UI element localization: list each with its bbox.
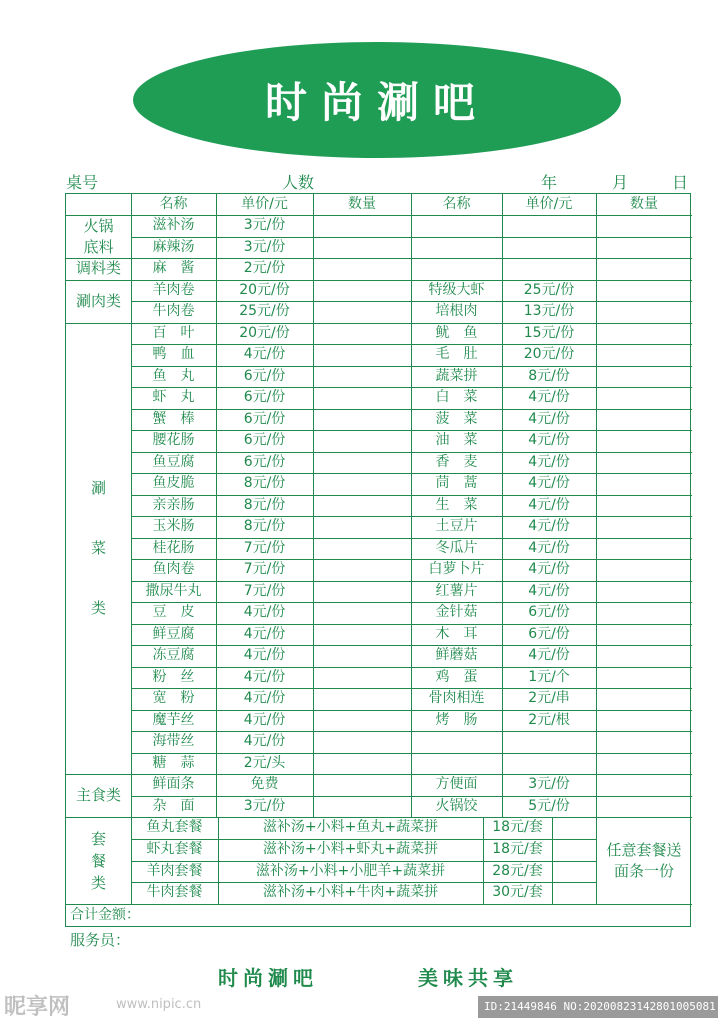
quantity-cell[interactable] xyxy=(598,798,690,816)
item-price: 20元/份 xyxy=(239,281,290,298)
set-description: 滋补汤+小料+牛肉+蔬菜拼 xyxy=(262,884,439,901)
section-label-text: 套餐类 xyxy=(90,829,106,892)
col-header-name: 名称 xyxy=(442,196,471,212)
quantity-cell[interactable] xyxy=(598,755,690,773)
item-price: 25元/份 xyxy=(523,281,575,298)
quantity-cell[interactable] xyxy=(598,325,690,343)
quantity-cell[interactable] xyxy=(315,389,409,407)
item-name: 毛 肚 xyxy=(435,346,478,362)
grid-line xyxy=(216,194,217,817)
title-banner xyxy=(133,42,621,158)
waiter-label: 服务员： xyxy=(70,931,131,949)
item-price: 8元/份 xyxy=(243,496,286,513)
item-name: 金针菇 xyxy=(435,604,478,620)
item-name: 冬瓜片 xyxy=(435,539,478,556)
item-price: 4元/份 xyxy=(243,668,286,685)
quantity-cell[interactable] xyxy=(598,776,690,794)
quantity-cell[interactable] xyxy=(598,712,690,730)
item-price: 4元/份 xyxy=(528,561,570,577)
quantity-cell[interactable] xyxy=(315,518,409,536)
item-price: 2元/份 xyxy=(243,260,286,276)
quantity-cell[interactable] xyxy=(315,647,409,665)
quantity-cell[interactable] xyxy=(598,561,690,579)
item-name: 鸭 血 xyxy=(152,346,195,362)
item-name: 羊肉卷 xyxy=(152,281,195,298)
grid-line xyxy=(411,194,412,817)
quantity-cell[interactable] xyxy=(315,604,409,622)
quantity-cell[interactable] xyxy=(315,755,409,773)
item-name: 冻豆腐 xyxy=(152,647,195,663)
item-price: 4元/份 xyxy=(528,432,570,448)
item-price: 3元/份 xyxy=(528,776,570,792)
item-name: 滋补汤 xyxy=(152,217,195,233)
item-name: 白 菜 xyxy=(435,389,478,405)
item-name: 宽 粉 xyxy=(152,690,195,706)
item-price: 2元/头 xyxy=(243,754,286,771)
col-header-qty: 数量 xyxy=(630,196,658,212)
people-count-label: 人数 xyxy=(282,173,315,192)
section-label-set xyxy=(66,817,131,904)
section-label-meat: 涮肉类 xyxy=(75,291,121,310)
item-price: 4元/份 xyxy=(243,647,286,663)
item-name: 木 耳 xyxy=(435,625,478,642)
item-price: 4元/份 xyxy=(243,733,286,749)
item-price: 6元/份 xyxy=(528,625,570,642)
item-price: 4元/份 xyxy=(528,647,570,663)
item-name: 糖 蒜 xyxy=(152,754,195,771)
item-name: 撒尿牛丸 xyxy=(145,582,202,599)
item-name: 鱿 鱼 xyxy=(435,324,478,341)
item-name: 香 麦 xyxy=(435,453,478,470)
quantity-cell[interactable] xyxy=(315,260,409,278)
quantity-cell[interactable] xyxy=(315,432,409,450)
quantity-cell[interactable] xyxy=(598,626,690,644)
quantity-cell[interactable] xyxy=(315,540,409,558)
quantity-cell[interactable] xyxy=(315,669,409,687)
quantity-cell[interactable] xyxy=(315,583,409,601)
quantity-cell[interactable] xyxy=(598,475,690,493)
item-name: 粉 丝 xyxy=(152,668,195,685)
item-price: 4元/份 xyxy=(243,346,286,362)
set-price: 30元/套 xyxy=(492,884,543,901)
year-label: 年 xyxy=(541,173,558,192)
quantity-cell[interactable] xyxy=(315,368,409,386)
page-title: 时尚涮吧 xyxy=(264,78,489,127)
item-price: 8元/份 xyxy=(528,367,570,384)
item-price: 4元/份 xyxy=(243,625,286,642)
item-name: 菠 菜 xyxy=(435,410,478,427)
item-name: 培根肉 xyxy=(435,303,478,319)
grid-line xyxy=(502,194,503,817)
quantity-cell[interactable] xyxy=(598,733,690,751)
menu-table xyxy=(65,193,691,927)
quantity-cell[interactable] xyxy=(315,303,409,321)
item-price: 2元/根 xyxy=(528,711,570,728)
day-label: 日 xyxy=(672,173,689,192)
set-name: 虾丸套餐 xyxy=(146,840,203,857)
set-name: 羊肉套餐 xyxy=(146,862,203,879)
item-name: 鱼肉卷 xyxy=(152,561,195,577)
total-amount-label: 合计金额： xyxy=(70,907,140,923)
item-name: 白萝卜片 xyxy=(428,561,485,577)
item-price: 4元/份 xyxy=(528,475,570,491)
quantity-cell[interactable] xyxy=(315,733,409,751)
grid-line xyxy=(218,817,219,904)
col-header-price: 单价/元 xyxy=(241,196,288,212)
quantity-cell[interactable] xyxy=(554,819,594,837)
grid-line xyxy=(131,817,132,904)
item-price: 6元/份 xyxy=(243,367,286,384)
quantity-cell[interactable] xyxy=(315,798,409,816)
quantity-cell[interactable] xyxy=(598,690,690,708)
grid-line xyxy=(131,194,132,817)
watermark-id: ID:21449846 NO:20200823142801005081 xyxy=(478,996,718,1018)
set-note-text: 任意套餐送面条一份 xyxy=(606,840,682,880)
item-name: 海带丝 xyxy=(152,733,195,749)
watermark-url: www.nipic.cn xyxy=(116,997,202,1012)
item-name: 烤 肠 xyxy=(435,711,478,728)
item-price: 8元/份 xyxy=(243,518,286,534)
item-name: 豆 皮 xyxy=(152,604,195,620)
grid-line xyxy=(313,194,314,817)
item-name: 特级大虾 xyxy=(428,281,485,298)
set-name: 牛肉套餐 xyxy=(146,884,203,901)
item-name: 红薯片 xyxy=(435,582,478,599)
item-price: 免费 xyxy=(250,776,279,792)
item-price: 4元/份 xyxy=(528,389,570,405)
item-name: 蔬菜拼 xyxy=(435,367,478,384)
item-price: 4元/份 xyxy=(528,518,570,534)
item-name: 鱼豆腐 xyxy=(152,453,195,470)
item-name: 牛肉卷 xyxy=(152,303,195,319)
item-name: 鲜蘑菇 xyxy=(435,647,478,663)
quantity-cell[interactable] xyxy=(315,346,409,364)
set-name: 鱼丸套餐 xyxy=(146,819,203,835)
item-price: 8元/份 xyxy=(243,475,286,491)
item-price: 4元/份 xyxy=(243,690,286,706)
quantity-cell[interactable] xyxy=(315,561,409,579)
quantity-cell[interactable] xyxy=(598,583,690,601)
set-price: 18元/套 xyxy=(492,819,543,835)
item-price: 4元/份 xyxy=(528,453,570,470)
quantity-cell[interactable] xyxy=(554,863,594,881)
quantity-cell[interactable] xyxy=(315,475,409,493)
item-price: 5元/份 xyxy=(528,797,570,814)
item-price: 7元/份 xyxy=(243,561,286,577)
footer-slogan: 美味共享 xyxy=(418,966,518,990)
quantity-cell[interactable] xyxy=(315,712,409,730)
quantity-cell[interactable] xyxy=(598,669,690,687)
quantity-cell[interactable] xyxy=(315,217,409,235)
quantity-cell[interactable] xyxy=(598,239,690,257)
quantity-cell[interactable] xyxy=(315,282,409,300)
item-name: 百 叶 xyxy=(152,324,195,341)
quantity-cell[interactable] xyxy=(315,239,409,257)
quantity-cell[interactable] xyxy=(554,884,594,902)
set-description: 滋补汤+小料+小肥羊+蔬菜拼 xyxy=(255,862,446,879)
quantity-cell[interactable] xyxy=(598,647,690,665)
item-price: 4元/份 xyxy=(243,711,286,728)
section-label-base xyxy=(66,215,131,258)
item-price: 6元/份 xyxy=(528,604,570,620)
item-name: 亲亲肠 xyxy=(152,496,195,513)
quantity-cell[interactable] xyxy=(598,303,690,321)
set-description: 滋补汤+小料+鱼丸+蔬菜拼 xyxy=(262,819,439,835)
quantity-cell[interactable] xyxy=(598,454,690,472)
item-name: 鱼 丸 xyxy=(152,367,195,384)
item-name: 方便面 xyxy=(435,776,478,792)
item-name: 茼 蒿 xyxy=(435,475,478,491)
item-price: 4元/份 xyxy=(528,496,570,513)
quantity-cell[interactable] xyxy=(315,776,409,794)
item-price: 3元/份 xyxy=(243,797,286,814)
item-name: 虾 丸 xyxy=(152,389,195,405)
item-name: 鲜豆腐 xyxy=(152,625,195,642)
item-name: 鱼皮脆 xyxy=(152,475,195,491)
item-price: 13元/份 xyxy=(523,303,575,319)
quantity-cell[interactable] xyxy=(598,282,690,300)
quantity-cell[interactable] xyxy=(598,497,690,515)
set-price: 18元/套 xyxy=(492,840,543,857)
section-label-text: 火锅底料 xyxy=(83,216,114,256)
item-name: 桂花肠 xyxy=(152,539,195,556)
quantity-cell[interactable] xyxy=(315,626,409,644)
watermark-logo: 昵享网 xyxy=(4,995,71,1020)
item-price: 20元/份 xyxy=(523,346,575,362)
item-price: 4元/份 xyxy=(528,410,570,427)
item-name: 腰花肠 xyxy=(152,432,195,448)
item-price: 4元/份 xyxy=(528,539,570,556)
item-price: 1元/个 xyxy=(528,668,570,685)
table-number-label: 桌号 xyxy=(66,173,99,192)
item-price: 6元/份 xyxy=(243,432,286,448)
quantity-cell[interactable] xyxy=(598,346,690,364)
item-price: 3元/份 xyxy=(243,217,286,233)
item-price: 25元/份 xyxy=(239,303,290,319)
item-name: 麻 酱 xyxy=(152,260,195,276)
quantity-cell[interactable] xyxy=(598,518,690,536)
quantity-cell[interactable] xyxy=(315,690,409,708)
quantity-cell[interactable] xyxy=(315,325,409,343)
item-name: 麻辣汤 xyxy=(152,238,195,255)
set-description: 滋补汤+小料+虾丸+蔬菜拼 xyxy=(262,840,439,857)
item-price: 6元/份 xyxy=(243,410,286,427)
quantity-cell[interactable] xyxy=(598,604,690,622)
col-header-qty: 数量 xyxy=(348,196,376,212)
item-name: 杂 面 xyxy=(152,797,195,814)
grid-line xyxy=(483,817,484,904)
item-price: 4元/份 xyxy=(528,582,570,599)
total-amount-field[interactable] xyxy=(146,906,686,926)
item-price: 4元/份 xyxy=(243,604,286,620)
col-header-price: 单价/元 xyxy=(525,196,573,212)
item-price: 20元/份 xyxy=(239,324,290,341)
quantity-cell[interactable] xyxy=(598,217,690,235)
item-name: 鲜面条 xyxy=(152,776,195,792)
quantity-cell[interactable] xyxy=(598,432,690,450)
item-name: 火锅饺 xyxy=(435,797,478,814)
item-price: 7元/份 xyxy=(243,539,286,556)
set-note xyxy=(596,817,692,904)
month-label: 月 xyxy=(612,173,629,192)
item-name: 玉米肠 xyxy=(152,518,195,534)
quantity-cell[interactable] xyxy=(598,368,690,386)
item-price: 15元/份 xyxy=(523,324,575,341)
quantity-cell[interactable] xyxy=(598,260,690,278)
item-name: 鸡 蛋 xyxy=(435,668,478,685)
section-label-staple: 主食类 xyxy=(75,786,121,804)
quantity-cell[interactable] xyxy=(315,411,409,429)
quantity-cell[interactable] xyxy=(554,841,594,859)
item-name: 土豆片 xyxy=(435,518,478,534)
item-price: 7元/份 xyxy=(243,582,286,599)
footer-brand: 时尚涮吧 xyxy=(218,966,318,990)
set-price: 28元/套 xyxy=(492,862,543,879)
quantity-cell[interactable] xyxy=(598,540,690,558)
section-label-seasoning: 调料类 xyxy=(75,259,121,278)
item-price: 2元/串 xyxy=(528,690,570,706)
item-name: 骨肉相连 xyxy=(428,690,485,706)
grid-line xyxy=(596,194,597,817)
item-name: 油 菜 xyxy=(435,432,478,448)
quantity-cell[interactable] xyxy=(598,389,690,407)
quantity-cell[interactable] xyxy=(598,411,690,429)
quantity-cell[interactable] xyxy=(315,497,409,515)
item-price: 6元/份 xyxy=(243,389,286,405)
item-name: 魔芋丝 xyxy=(152,711,195,728)
col-header-name: 名称 xyxy=(159,196,188,212)
grid-line xyxy=(552,817,553,904)
section-label-veg xyxy=(66,323,131,775)
item-name: 生 菜 xyxy=(435,496,478,513)
section-label-text: 涮菜类 xyxy=(90,479,106,618)
item-price: 6元/份 xyxy=(243,453,286,470)
quantity-cell[interactable] xyxy=(315,454,409,472)
item-price: 3元/份 xyxy=(243,238,286,255)
item-name: 蟹 棒 xyxy=(152,410,195,427)
